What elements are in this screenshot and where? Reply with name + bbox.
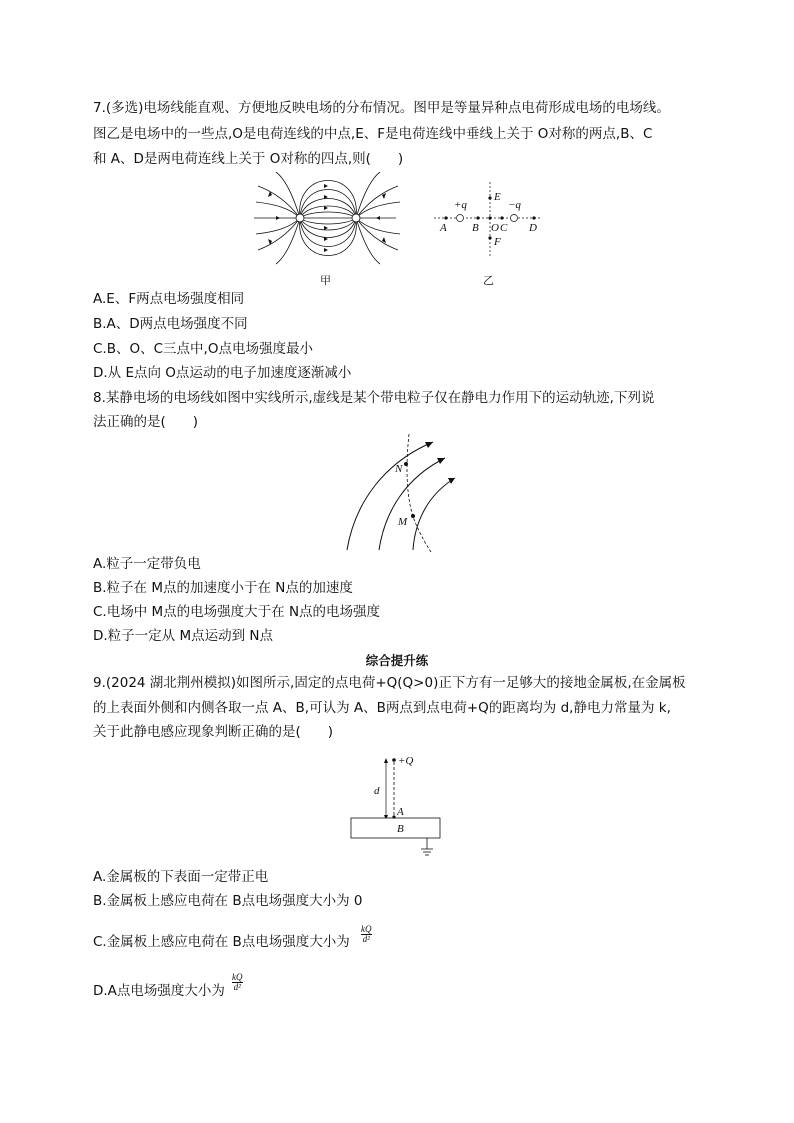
q8-option-a: A.粒子一定带负电 xyxy=(93,556,201,572)
metal-plate xyxy=(351,818,440,838)
q8-option-d: D.粒子一定从 M点运动到 N点 xyxy=(93,628,274,644)
label-B: B xyxy=(397,823,404,835)
q7-option-c: C.B、O、C三点中,O点电场强度最小 xyxy=(93,341,313,357)
q9-option-c: C.金属板上感应电荷在 B点电场强度大小为 xyxy=(93,934,350,950)
q9-option-a: A.金属板的下表面一定带正电 xyxy=(93,869,269,885)
point-N xyxy=(404,462,408,466)
q7-option-b: B.A、D两点电场强度不同 xyxy=(93,316,248,332)
q7-stem-line1: 7.(多选)电场线能直观、方便地反映电场的分布情况。图甲是等量异种点电荷形成电场的电场线。 xyxy=(93,100,670,116)
q8-stem-line1: 8.某静电场的电场线如图中实线所示,虚线是某个带电粒子仅在静电力作用下的运动轨迹,下列说 xyxy=(93,390,655,406)
q7-stem-line2: 图乙是电场中的一些点,O是电荷连线的中点,E、F是电荷连线中垂线上关于 O对称的两点,B、C xyxy=(93,126,653,142)
q8-option-b: B.粒子在 M点的加速度小于在 N点的加速度 xyxy=(93,580,353,596)
section-title: 综合提升练 xyxy=(365,653,429,668)
label-D: D xyxy=(529,222,537,234)
label-N: N xyxy=(395,463,403,475)
q9-stem-line3: 关于此静电感应现象判断正确的是( ) xyxy=(93,724,334,740)
trajectory-dashed xyxy=(407,434,431,552)
label-B: B xyxy=(472,222,479,234)
fraction-kQ-over-d2-c: $\frac{kQ}{\text{d²}}$ xyxy=(361,924,372,944)
label-minus-q: −q xyxy=(508,199,521,211)
points-diagram-yi xyxy=(434,182,542,256)
negative-charge-icon xyxy=(352,214,360,222)
label-O: O xyxy=(491,222,499,234)
label-plus-q: +q xyxy=(454,199,467,211)
q9-figure xyxy=(345,748,450,858)
point-M xyxy=(411,514,415,518)
q9-option-d: D.A点电场强度大小为 xyxy=(93,983,225,999)
label-F: F xyxy=(494,236,501,248)
label-d: d xyxy=(374,785,380,797)
caption-yi: 乙 xyxy=(483,274,494,287)
label-C: C xyxy=(500,222,508,234)
label-plus-Q: +Q xyxy=(398,755,414,767)
label-A: A xyxy=(440,222,447,234)
positive-charge-icon xyxy=(296,214,304,222)
minus-charge-icon xyxy=(511,215,518,222)
q9-stem-line2: 的上表面外侧和内侧各取一点 A、B,可认为 A、B两点到点电荷+Q的距离均为 d,静电力常量为 k, xyxy=(93,700,671,716)
field-line-arrows xyxy=(425,442,455,484)
q7-option-d: D.从 E点向 O点运动的电子加速度逐渐减小 xyxy=(93,365,352,381)
q7-figure xyxy=(250,172,560,292)
plus-charge-icon xyxy=(457,215,464,222)
q9-option-b: B.金属板上感应电荷在 B点电场强度大小为 0 xyxy=(93,893,363,909)
q7-stem-line3: 和 A、D是两电荷连线上关于 O对称的四点,则( ) xyxy=(93,151,404,167)
point-charge-Q xyxy=(392,758,396,762)
caption-jia: 甲 xyxy=(320,274,331,287)
q9-stem-line1: 9.(2024 湖北荆州模拟)如图所示,固定的点电荷+Q(Q>0)正下方有一足够大的接地金属板,在金属板 xyxy=(93,675,686,691)
q8-option-c: C.电场中 M点的电场强度大于在 N点的电场强度 xyxy=(93,604,381,620)
q8-figure xyxy=(335,432,465,554)
label-A: A xyxy=(397,806,404,818)
q7-option-a: A.E、F两点电场强度相同 xyxy=(93,291,245,307)
label-M: M xyxy=(398,516,408,528)
q8-stem-line2: 法正确的是( ) xyxy=(93,414,199,430)
label-E: E xyxy=(494,191,501,203)
fraction-kQ-over-d2-d: $\frac{kQ}{\text{d²}}$ xyxy=(232,972,243,992)
